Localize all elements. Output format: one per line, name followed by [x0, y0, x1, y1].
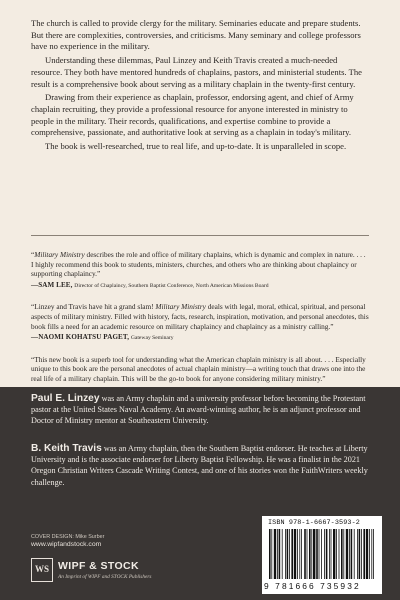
endorsement-author: —NAOMI KOHATSU PAGET, Gateway Seminary [31, 333, 174, 342]
publisher-logo-mark: WS [31, 558, 53, 582]
barcode-stripe [307, 529, 308, 579]
endorsement-quote: “Military Ministry describes the role and office of military chaplains, which is dynamic and complex in nature. . . . I highly recommend this book to students, ministers, churches, and others who are thinking about chaplaincy or supporting chaplaincy.” [31, 250, 366, 279]
endorsement [31, 250, 369, 291]
barcode-stripe [351, 529, 353, 579]
barcode-stripe [341, 529, 343, 579]
barcode-stripe [363, 529, 365, 579]
section-divider [31, 235, 369, 236]
barcode-stripe [369, 529, 370, 579]
barcode-stripe [313, 529, 315, 579]
isbn-label: ISBN 978-1-6667-3593-2 [268, 519, 360, 527]
author-name: B. Keith Travis [31, 443, 102, 454]
endorsement-quote: “This new book is a superb tool for understanding what the American chaplain ministry is all about. . . . Especially unique to this book are the personal anecdotes of actual chaplain ministry—a writing touch that draws one into the real life of a military chaplain. This will be the go-to book for anyone considering military ministry.” [31, 354, 366, 383]
barcode-stripe [269, 529, 271, 579]
cover-credit [31, 534, 104, 548]
barcode-number: 9 781666 735932 [264, 581, 361, 591]
barcode-stripe [274, 529, 276, 579]
barcode-stripe [294, 529, 296, 579]
author-bio-text: was an Army chaplain and a university professor before becoming the Protestant pastor at the United States Naval Academy. An award-winning author, he is an adjunct professor and Doctor of Ministry mentor at Southeastern University. [31, 394, 366, 426]
barcode-stripe [354, 529, 355, 579]
description-paragraph: Understanding these dilemmas, Paul Linzey and Keith Travis created a much-needed resource. They both have mentored hundreds of chaplains, pastors, and ministerial students. The result is a comprehensive book about serving as a military chaplain in the twenty-first century. [31, 55, 362, 89]
barcode-stripe [299, 529, 300, 579]
barcode-stripe [357, 529, 358, 579]
barcode-stripe [359, 529, 361, 579]
barcode-stripe [349, 529, 350, 579]
barcode-stripe [366, 529, 368, 579]
author-bio [31, 443, 371, 488]
barcode-stripe [333, 529, 335, 579]
barcode-stripe [282, 529, 283, 579]
barcode-stripe [311, 529, 312, 579]
barcode-stripe [287, 529, 289, 579]
barcode-stripe [316, 529, 318, 579]
barcode-stripe [331, 529, 332, 579]
author-bio-text: was an Army chaplain, then the Southern Baptist endorser. He teaches at Liberty University and is the associate endorser for Liberty Baptist Fellowship. He was a finalist in the 2021 Oregon Christian Writers Cascade Writing Contest, and one of his stories won the FaithWriters weekly challenge. [31, 444, 368, 487]
barcode-stripe [279, 529, 281, 579]
barcode-stripe [329, 529, 330, 579]
barcode-stripe [285, 529, 286, 579]
book-description [31, 18, 369, 155]
endorsement [31, 302, 369, 343]
barcode-stripe [304, 529, 306, 579]
endorsement-quote: “Linzey and Travis have hit a grand slam! Military Ministry deals with legal, moral, ethical, spiritual, and personal aspects of military ministry. Filled with history, facts, research, inspiration, motivation, and personal anecdotes, this book fills a need for an academic resource on military chaplaincy and chaplaincy as a ministry calling.” [31, 302, 369, 331]
barcode-stripe [361, 529, 362, 579]
author-bio [31, 393, 371, 427]
barcode-stripe [319, 529, 320, 579]
barcode-stripe [291, 529, 293, 579]
publisher-url: www.wipfandstock.com [31, 541, 102, 548]
barcode-stripe [297, 529, 298, 579]
endorsement-author: —SAM LEE, Director of Chaplaincy, Southern Baptist Conference, North American Missions Board [31, 280, 269, 289]
barcode-bars [268, 529, 376, 579]
description-paragraph: The church is called to provide clergy for the military. Seminaries educate and prepare students. But there are complexities, controversies, and criticisms. Many seminary and college professors have no experience in the military. [31, 18, 361, 52]
barcode-stripe [271, 529, 272, 579]
publisher-tagline: An Imprint of WIPF and STOCK Publishers [58, 574, 152, 580]
description-paragraph: The book is well-researched, true to real life, and up-to-date. It is unparalleled in scope. [45, 141, 347, 152]
publisher-name: WIPF & STOCK [58, 560, 140, 572]
barcode-stripe [309, 529, 311, 579]
barcode-stripe [343, 529, 344, 579]
publisher-logo [31, 558, 181, 584]
barcode-stripe [373, 529, 374, 579]
barcode-stripe [324, 529, 325, 579]
barcode-stripe [346, 529, 348, 579]
barcode-stripe [321, 529, 322, 579]
description-paragraph: Drawing from their experience as chaplain, professor, endorsing agent, and chief of Army chaplain recruiting, they provide a professional resource for anyone interested in ministry to people in the military. Their records, qualifications, and expertise combine to provide a comprehensive, passionate, and authoritative look at serving as a chaplain in today's military. [31, 92, 354, 138]
cover-design-credit: COVER DESIGN: Mike Surber [31, 534, 105, 540]
barcode-stripe [371, 529, 372, 579]
barcode-stripe [339, 529, 340, 579]
barcode-stripe [301, 529, 302, 579]
isbn-barcode [262, 516, 382, 594]
barcode-stripe [289, 529, 290, 579]
barcode-stripe [336, 529, 337, 579]
author-name: Paul E. Linzey [31, 393, 100, 404]
barcode-stripe [277, 529, 278, 579]
endorsements [31, 250, 369, 407]
barcode-stripe [326, 529, 328, 579]
